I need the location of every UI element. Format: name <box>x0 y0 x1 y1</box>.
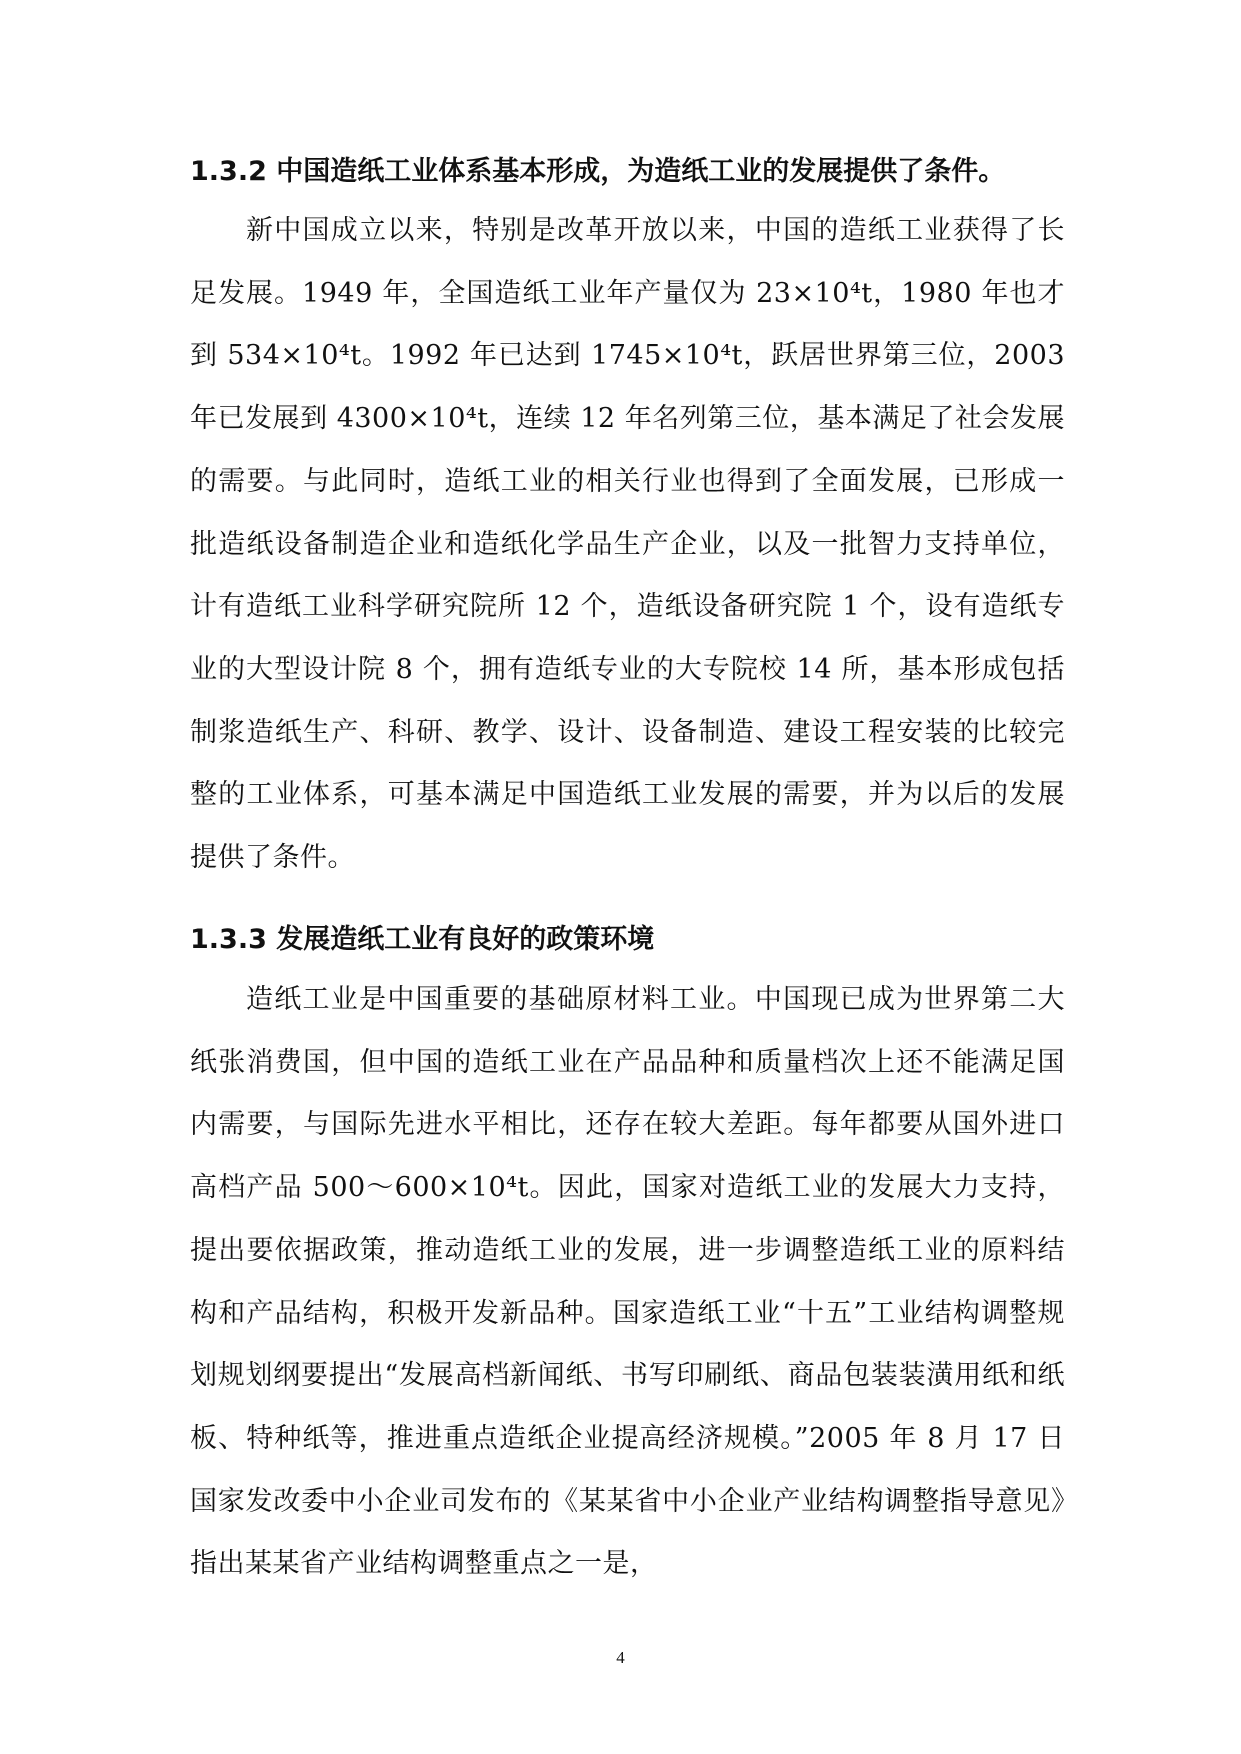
section-paragraph-1-3-3: 造纸工业是中国重要的基础原材料工业。中国现已成为世界第二大纸张消费国，但中国的造纸工业在产品品种和质量档次上还不能满足国内需要，与国际先进水平相比，还存在较大差距。每年都要从国外进口高档产品 500～600×10⁴t。因此，国家对造纸工业的发展大力支持，提出要依据政策，推动造纸工业的发展，进一步调整造纸工业的原料结构和产品结构，积极开发新品种。国家造纸工业“十五”工业结构调整规划规划纲要提出“发展高档新闻纸、书写印刷纸、商品包装装潢用纸和纸板、特种纸等，推进重点造纸企业提高经济规模。”2005 年 8 月 17 日国家发改委中小企业司发布的《某某省中小企业产业结构调整指导意见》指出某某省产业结构调整重点之一是， <box>190 984 1065 1580</box>
section-paragraph-1-3-2: 新中国成立以来，特别是改革开放以来，中国的造纸工业获得了长足发展。1949 年，全国造纸工业年产量仅为 23×10⁴t，1980 年也才到 534×10⁴t。1992 年已达到 1745×10⁴t，跃居世界第三位，2003 年已发展到 4300×10⁴t，连续 12 年名列第三位，基本满足了社会发展的需要。与此同时，造纸工业的相关行业也得到了全面发展，已形成一批造纸设备制造企业和造纸化学品生产企业，以及一批智力支持单位，计有造纸工业科学研究院所 12 个，造纸设备研究院 1 个，设有造纸专业的大型设计院 8 个，拥有造纸专业的大专院校 14 所，基本形成包括制浆造纸生产、科研、教学、设计、设备制造、建设工程安装的比较完整的工业体系，可基本满足中国造纸工业发展的需要，并为以后的发展提供了条件。 <box>190 215 1065 874</box>
section-heading-1-3-3: 1.3.3 发展造纸工业有良好的政策环境 <box>190 924 655 955</box>
page-number: 4 <box>616 1648 625 1667</box>
section-heading-1-3-2: 1.3.2 中国造纸工业体系基本形成，为造纸工业的发展提供了条件。 <box>190 156 1006 187</box>
